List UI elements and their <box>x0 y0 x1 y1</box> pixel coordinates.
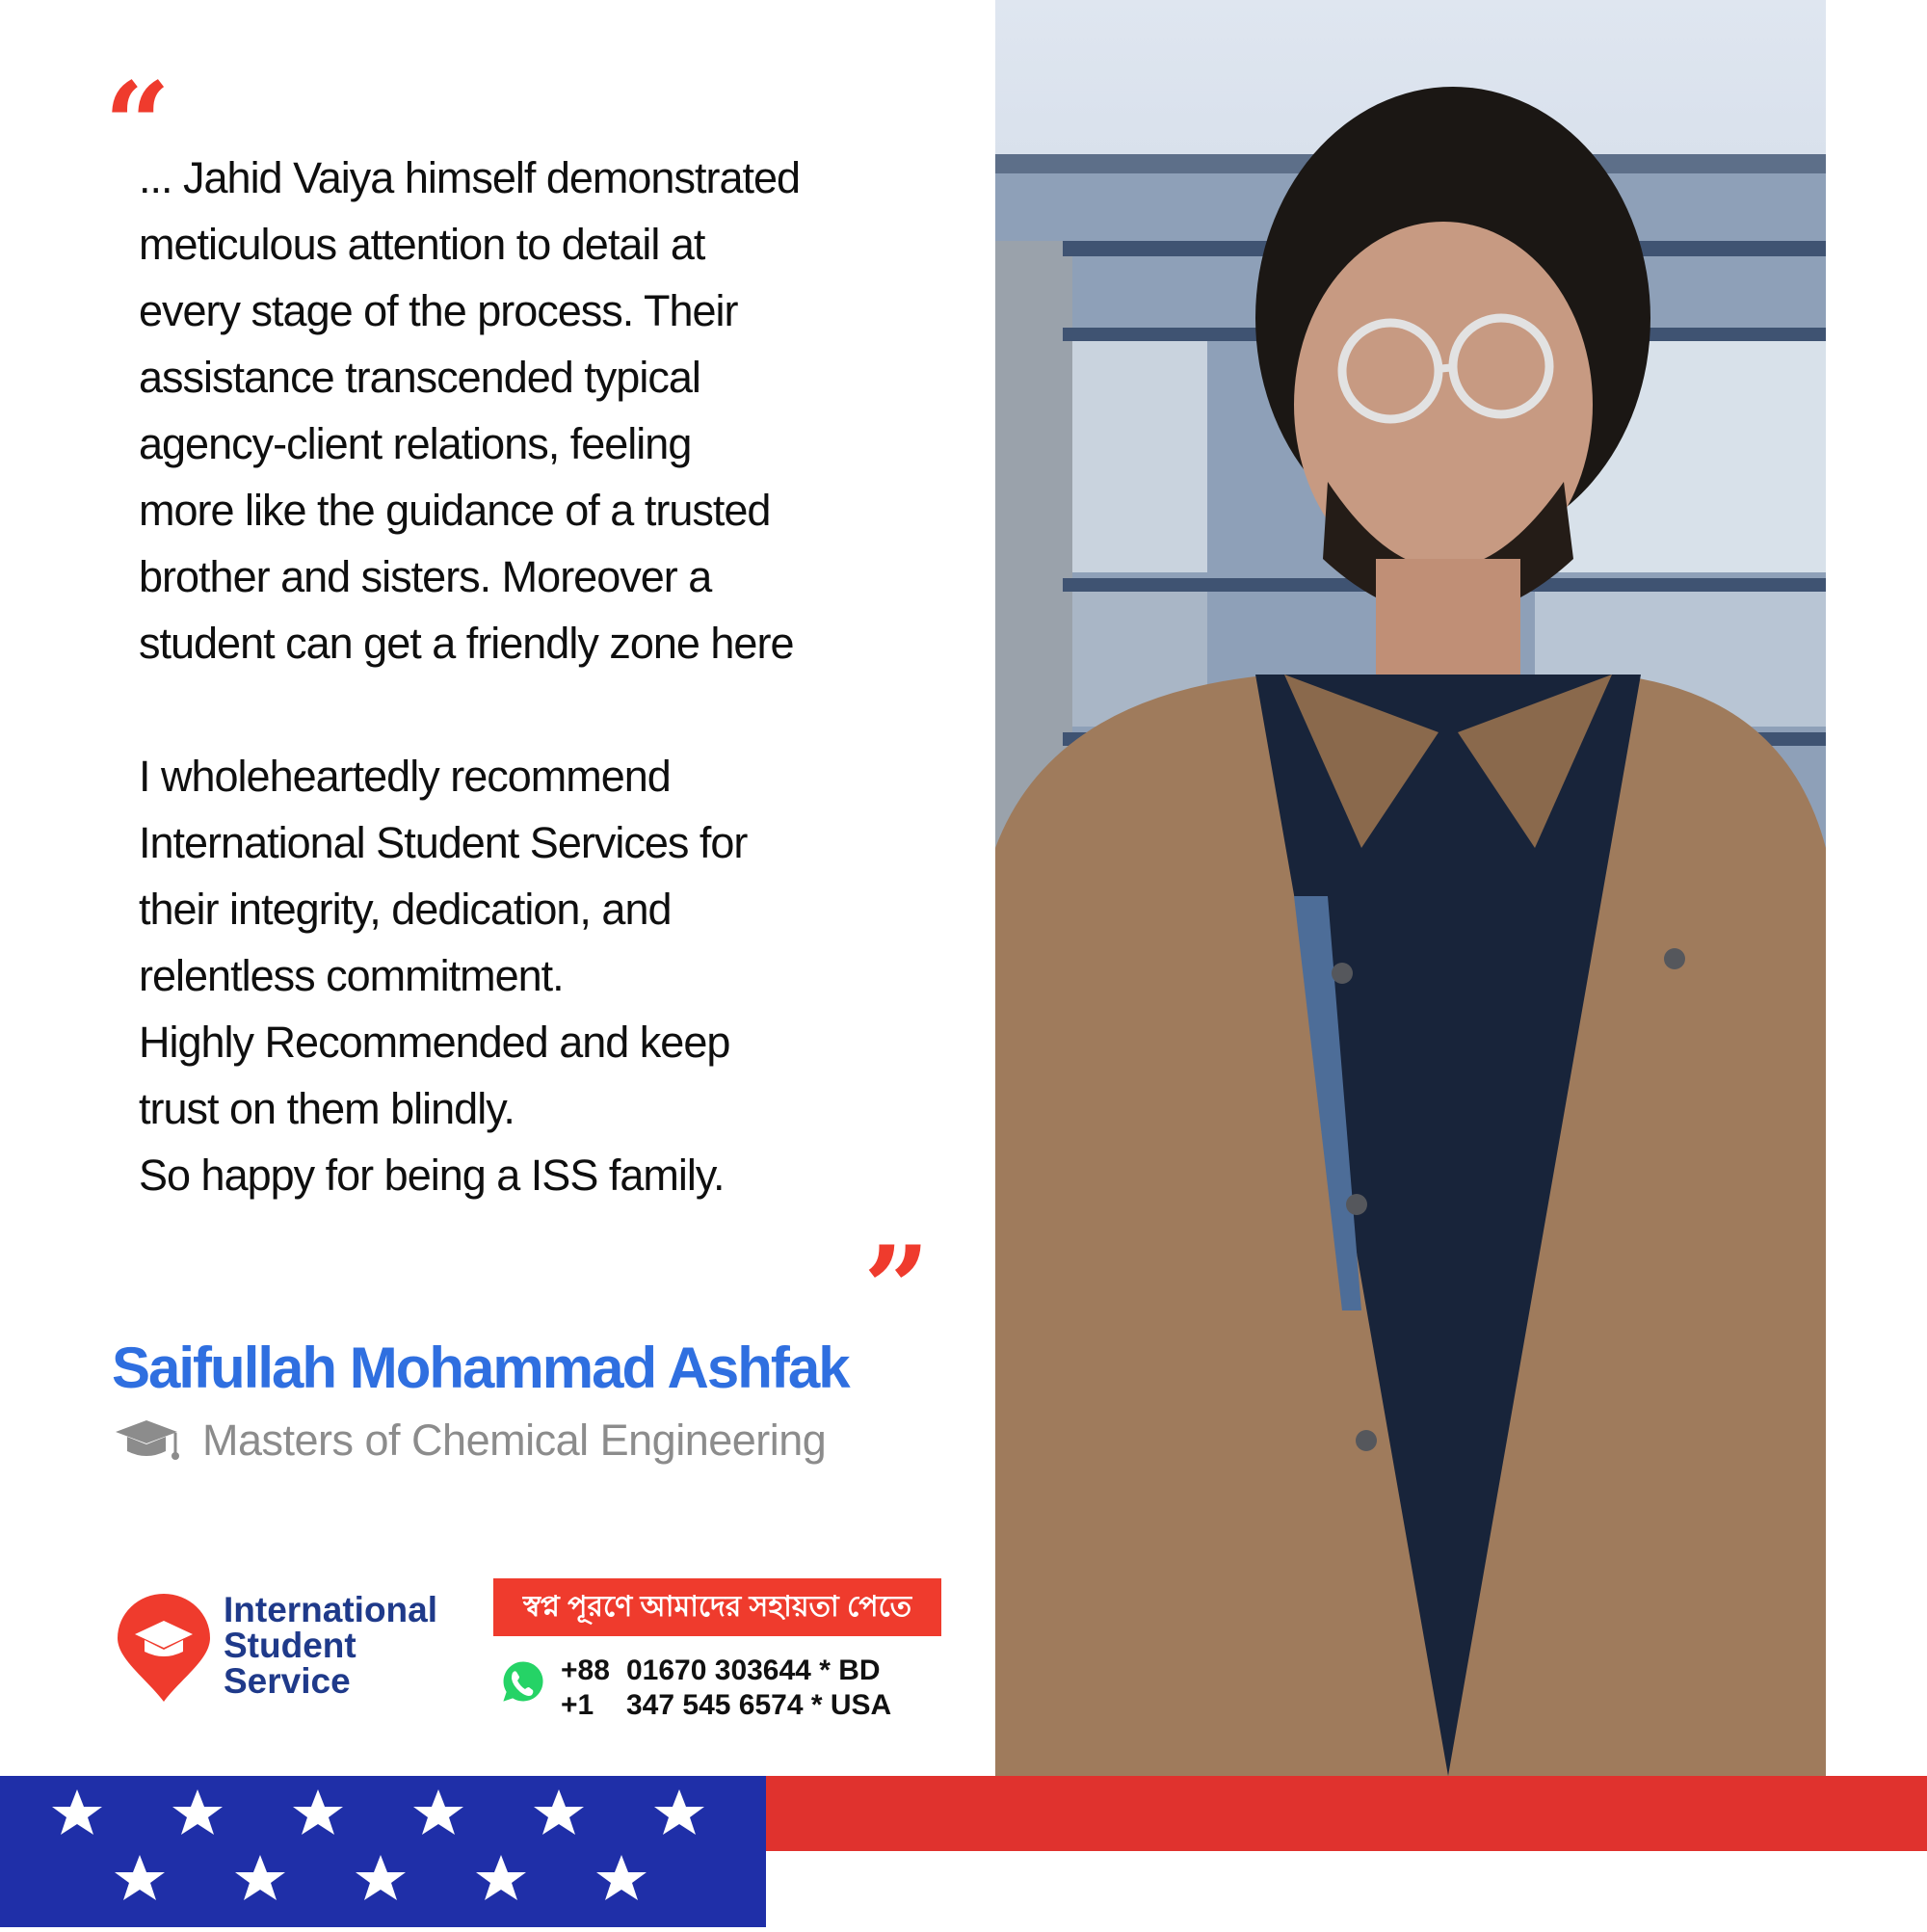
brand-name-line: Student <box>224 1626 356 1665</box>
flag-graphic <box>0 1776 1927 1927</box>
phone-row-usa[interactable] <box>561 1688 891 1723</box>
cta-banner: স্বপ্ন পূরণে আমাদের সহায়তা পেতে <box>493 1578 941 1636</box>
testimonial-line: more like the guidance of a trusted <box>139 486 771 535</box>
phone-number: 01670 303644 * BD <box>626 1654 881 1686</box>
testimonial-line: I wholeheartedly recommend <box>139 752 671 801</box>
testimonial-line: meticulous attention to detail at <box>139 220 705 269</box>
graduation-cap-icon <box>114 1416 185 1465</box>
student-name: Saifullah Mohammad Ashfak <box>112 1336 849 1400</box>
location-pin-icon <box>114 1592 214 1704</box>
brand-name-line: Service <box>224 1661 351 1701</box>
testimonial-line: assistance transcended typical <box>139 353 700 402</box>
quote-open-icon: “ <box>104 57 172 193</box>
phone-row-bd[interactable] <box>561 1654 891 1688</box>
phone-list <box>561 1654 891 1723</box>
testimonial-line: So happy for being a ISS family. <box>139 1151 725 1200</box>
testimonial-line: their integrity, dedication, and <box>139 885 672 934</box>
degree-row <box>114 1412 826 1469</box>
student-degree: Masters of Chemical Engineering <box>202 1416 827 1465</box>
brand-name <box>224 1592 437 1699</box>
testimonial-line: agency-client relations, feeling <box>139 419 692 468</box>
testimonial-line: brother and sisters. Moreover a <box>139 552 712 601</box>
phone-country-code: +1 <box>561 1689 594 1721</box>
testimonial-line: student can get a friendly zone here <box>139 619 794 668</box>
student-photo <box>995 0 1826 1776</box>
testimonial-line: trust on them blindly. <box>139 1084 515 1133</box>
testimonial-line: relentless commitment. <box>139 951 564 1000</box>
testimonial-text <box>139 145 910 1208</box>
phone-number: 347 545 6574 * USA <box>626 1689 892 1721</box>
brand-name-line: International <box>224 1590 438 1629</box>
quote-close-icon: ” <box>863 1221 931 1357</box>
testimonial-line: Highly Recommended and keep <box>139 1018 730 1067</box>
testimonial-line: International Student Services for <box>139 818 748 867</box>
testimonial-line: ... Jahid Vaiya himself demonstrated <box>139 153 801 202</box>
building-and-portrait-illustration <box>995 0 1826 1776</box>
whatsapp-icon <box>493 1655 547 1709</box>
testimonial-line: every stage of the process. Their <box>139 286 738 335</box>
paragraph-gap <box>139 676 910 743</box>
phone-country-code: +88 <box>561 1654 610 1686</box>
us-flag-banner <box>0 1776 1927 1927</box>
